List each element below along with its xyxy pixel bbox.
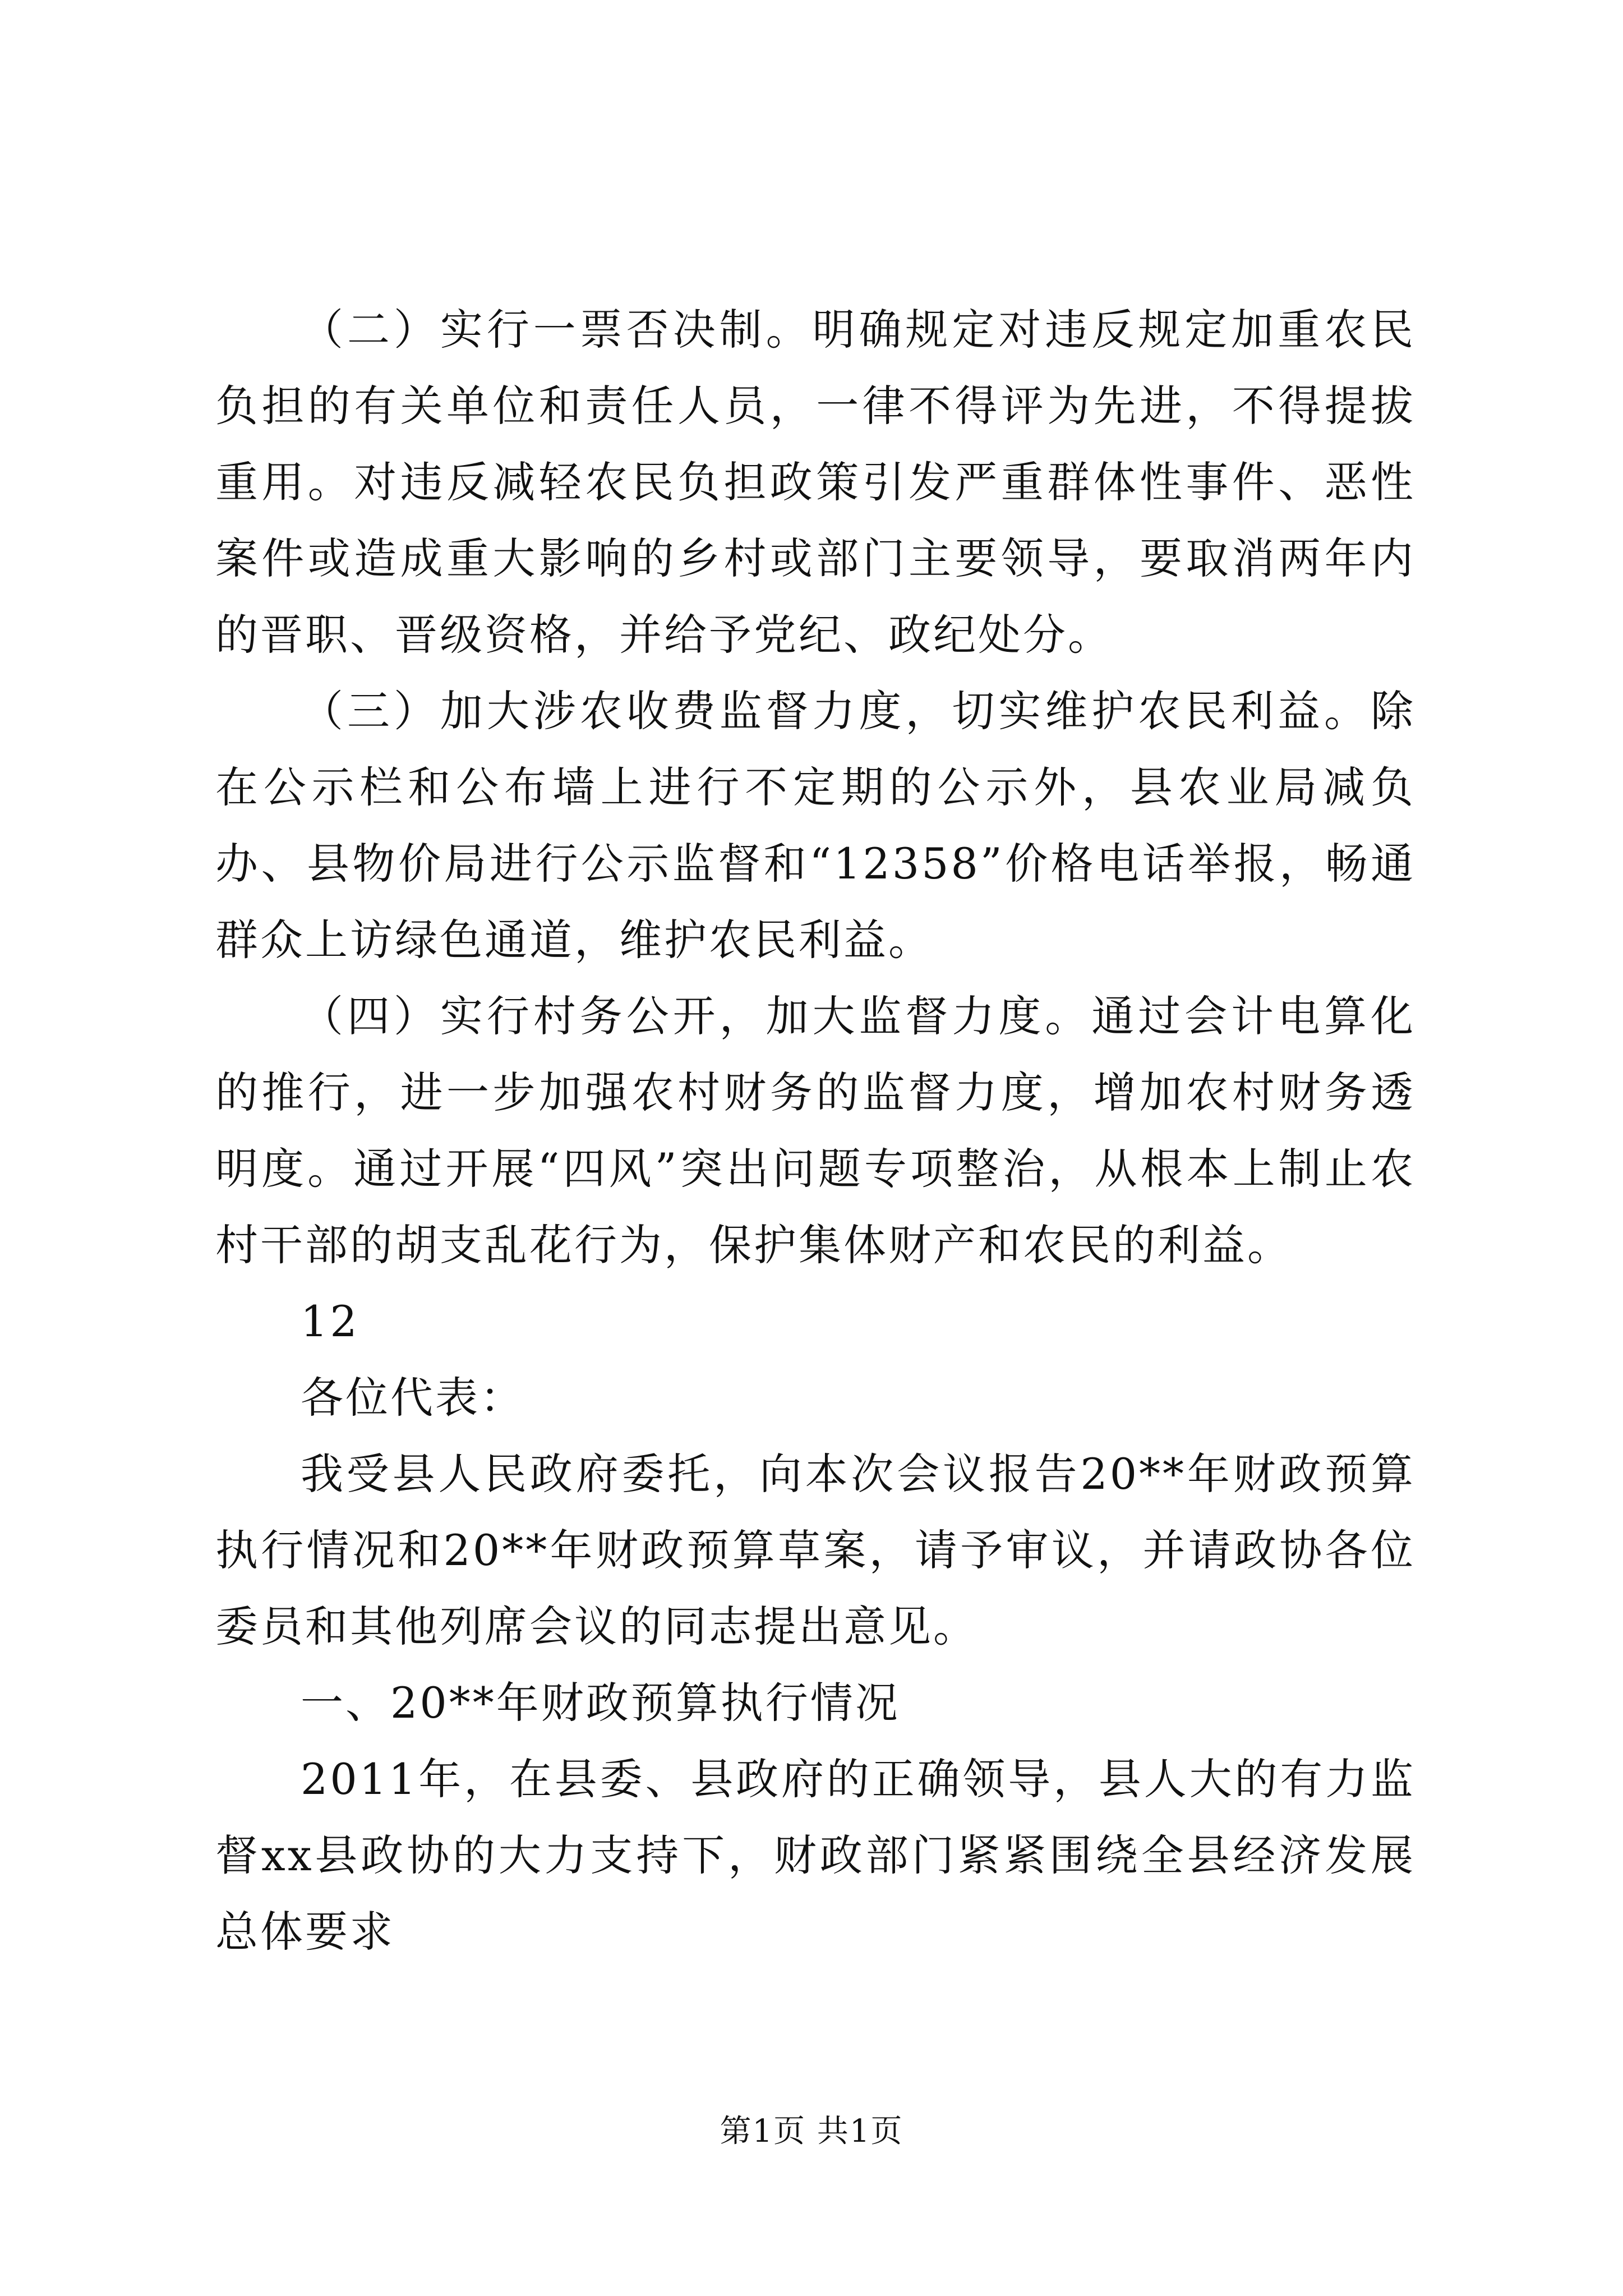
page-footer: 第1页 共1页	[720, 2113, 903, 2150]
document-body	[215, 292, 1415, 1970]
paragraph-2011-overview: 2011年，在县委、县政府的正确领导，县人大的有力监督xx县政协的大力支持下，财政部门紧紧围绕全县经济发展总体要求	[215, 1754, 1415, 1957]
paragraph-veto-system: （二）实行一票否决制。明确规定对违反规定加重农民负担的有关单位和责任人员，一律不得评为先进，不得提拔重用。对违反减轻农民负担政策引发严重群体性事件、恶性案件或造成重大影响的乡村或部门主要领导，要取消两年内的晋职、晋级资格，并给予党纪、政纪处分。	[215, 305, 1415, 660]
section-heading: 一、20**年财政预算执行情况	[301, 1678, 900, 1728]
paragraph-fee-supervision: （三）加大涉农收费监督力度，切实维护农民利益。除在公示栏和公布墙上进行不定期的公示外，县农业局减负办、县物价局进行公示监督和“12358”价格电话举报，畅通群众上访绿色通道，维护农民利益。	[215, 686, 1415, 965]
paragraph-report-intro: 我受县人民政府委托，向本次会议报告20**年财政预算执行情况和20**年财政预算草案，请予审议，并请政协各位委员和其他列席会议的同志提出意见。	[215, 1449, 1415, 1651]
paragraph-village-affairs: （四）实行村务公开，加大监督力度。通过会计电算化的推行，进一步加强农村财务的监督力度，增加农村财务透明度。通过开展“四风”突出问题专项整治，从根本上制止农村干部的胡支乱花行为，保护集体财产和农民的利益。	[215, 991, 1415, 1270]
paragraph-salutation: 各位代表：	[301, 1373, 525, 1423]
paragraph-number: 12	[301, 1296, 359, 1346]
